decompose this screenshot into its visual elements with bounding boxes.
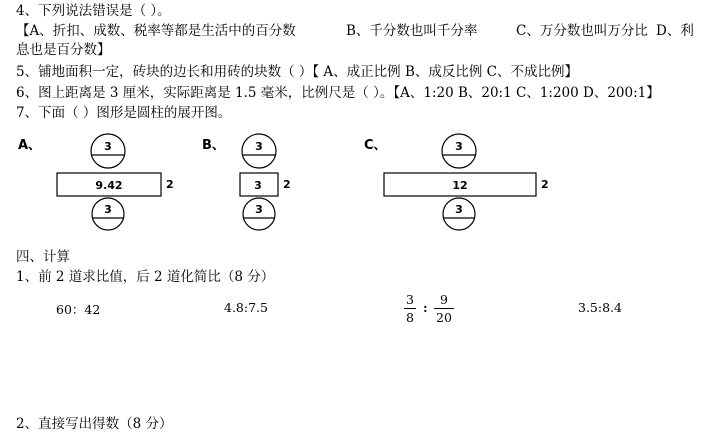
fraction-2-bar bbox=[434, 308, 454, 309]
section4-sub1: 1、前 2 道求比值，后 2 道化简比（8 分） bbox=[16, 269, 275, 285]
section4-sub2: 2、直接写出得数（8 分） bbox=[16, 416, 173, 432]
calc-item-2: 4.8:7.5 bbox=[224, 300, 268, 315]
figure-a-side-label: 2 bbox=[166, 178, 174, 191]
figure-a-top-label: 3 bbox=[104, 140, 112, 153]
fraction-1-denominator: 8 bbox=[406, 310, 414, 325]
calc-item-4: 3.5:8.4 bbox=[578, 300, 622, 315]
calc-item-3-colon: : bbox=[423, 300, 428, 315]
figure-a bbox=[14, 132, 184, 238]
figure-c-top-label: 3 bbox=[455, 140, 463, 153]
figure-a-bottom-label: 3 bbox=[104, 203, 112, 216]
calc-item-3-fraction-2 bbox=[434, 292, 454, 325]
fraction-2-numerator: 9 bbox=[440, 292, 448, 307]
figure-c-bottom-label: 3 bbox=[455, 203, 463, 216]
fraction-1-numerator: 3 bbox=[406, 292, 414, 307]
figure-a-rect-label: 9.42 bbox=[95, 179, 123, 192]
calc-item-3-fraction-1 bbox=[404, 292, 416, 325]
figure-a-label: A、 bbox=[18, 138, 42, 153]
fraction-1-bar bbox=[404, 308, 416, 309]
figure-b-label: B、 bbox=[202, 138, 225, 153]
figure-b bbox=[198, 132, 308, 238]
section4-title: 四、计算 bbox=[16, 249, 70, 265]
figure-c-rect-label: 12 bbox=[452, 179, 468, 192]
q4-option-d: D、利 bbox=[656, 23, 694, 39]
q7-text: 7、下面（ ）图形是圆柱的展开图。 bbox=[16, 105, 232, 121]
figure-b-rect-label: 3 bbox=[254, 179, 262, 192]
q4-stem: 4、下列说法错误是（ ）。 bbox=[16, 3, 171, 19]
q4-continuation: 息也是百分数】 bbox=[16, 42, 111, 58]
figure-c-label: C、 bbox=[364, 138, 387, 153]
calc-item-1: 60：42 bbox=[56, 302, 101, 317]
figure-c-side-label: 2 bbox=[541, 178, 549, 191]
fraction-2-denominator: 20 bbox=[436, 310, 452, 325]
figure-b-bottom-label: 3 bbox=[255, 203, 263, 216]
q5-text: 5、铺地面积一定，砖块的边长和用砖的块数（ ）【 A、成正比例 B、成反比例 C、不成比例】 bbox=[16, 64, 579, 80]
q4-option-a: 【A、折扣、成数、税率等都是生活中的百分数 bbox=[16, 23, 296, 39]
q6-text: 6、图上距离是 3 厘米，实际距离是 1.5 毫米，比例尺是（ ）。【A、1:20 B、20:1 C、1:200 D、200:1】 bbox=[16, 85, 660, 101]
figure-b-side-label: 2 bbox=[283, 178, 291, 191]
q4-option-b: B、千分数也叫千分率 bbox=[346, 23, 478, 39]
q4-option-c: C、万分数也叫万分比 bbox=[516, 23, 648, 39]
figure-b-top-label: 3 bbox=[255, 140, 263, 153]
figure-c bbox=[362, 132, 562, 238]
